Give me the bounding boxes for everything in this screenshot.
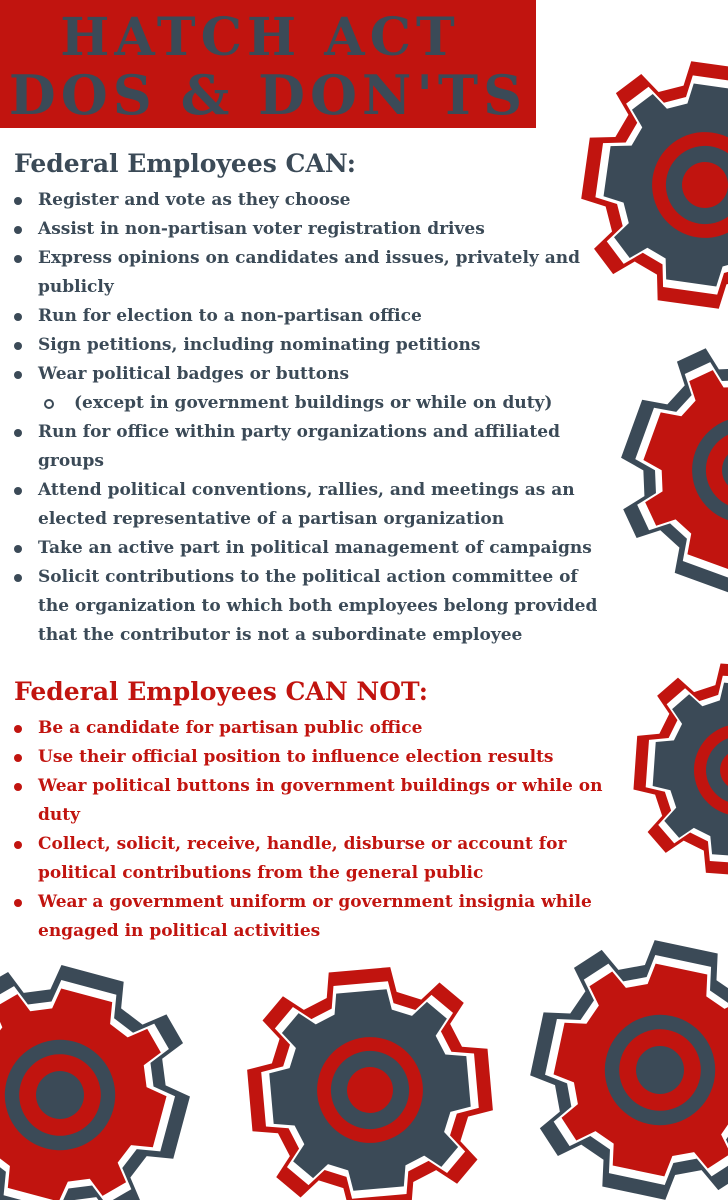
bullet-icon: [14, 841, 22, 849]
list-item-text: Register and vote as they choose: [38, 190, 351, 210]
bullet-icon: [14, 899, 22, 907]
gear-lower-right: [628, 658, 728, 882]
list-item: [10, 244, 610, 302]
list-item-text: Wear political buttons in government buildings or while on duty: [38, 776, 603, 825]
list-item: [10, 302, 610, 331]
list-item: [10, 772, 610, 830]
list-item-text: Use their official position to influence election results: [38, 747, 554, 767]
sub-list-item: [10, 389, 610, 418]
bullet-icon: [14, 429, 22, 437]
list-item: [10, 418, 610, 476]
title-line-1: HATCH ACT: [60, 7, 460, 68]
can-list: [10, 186, 610, 650]
list-item-text: Sign petitions, including nominating petitions: [38, 335, 481, 355]
list-item: [10, 476, 610, 534]
bullet-icon: [14, 487, 22, 495]
bullet-icon: [14, 371, 22, 379]
bullet-icon: [14, 226, 22, 234]
gear-bottom-center: [239, 959, 500, 1200]
list-item-text: Wear a government uniform or government insignia while engaged in political activities: [38, 892, 592, 941]
list-item: [10, 563, 610, 650]
list-item: [10, 360, 610, 389]
list-item: [10, 714, 610, 743]
list-item-text: Be a candidate for partisan public office: [38, 718, 423, 738]
list-item-text: (except in government buildings or while on duty): [74, 393, 553, 413]
list-item-text: Attend political conventions, rallies, and meetings as an elected representative of a partisan organization: [38, 480, 575, 529]
list-item: [10, 215, 610, 244]
list-item-text: Wear political badges or buttons: [38, 364, 350, 384]
list-item: [10, 534, 610, 563]
list-item: [10, 743, 610, 772]
list-item-text: Run for election to a non-partisan office: [38, 306, 422, 326]
title-banner: [0, 0, 536, 128]
list-item-text: Collect, solicit, receive, handle, disburse or account for political contributions from the general public: [38, 834, 567, 883]
list-item: [10, 331, 610, 360]
list-item-text: Assist in non-partisan voter registration drives: [38, 219, 485, 239]
gear-bottom-right: [511, 921, 728, 1200]
bullet-icon: [14, 342, 22, 350]
bullet-icon: [14, 255, 22, 263]
cannot-heading: Federal Employees CAN NOT:: [14, 677, 428, 706]
bullet-icon: [14, 197, 22, 205]
gear-bottom-left: [0, 941, 214, 1200]
bullet-icon: [14, 574, 22, 582]
list-item: [10, 888, 610, 946]
list-item-text: Run for office within party organizations and affiliated groups: [38, 422, 560, 471]
list-item-text: Take an active part in political management of campaigns: [38, 538, 592, 558]
list-item: [10, 830, 610, 888]
can-heading: Federal Employees CAN:: [14, 149, 357, 178]
gear-mid-right: [590, 315, 728, 624]
circle-bullet-icon: [44, 399, 54, 409]
bullet-icon: [14, 783, 22, 791]
bullet-icon: [14, 754, 22, 762]
list-item: [10, 186, 610, 215]
bullet-icon: [14, 313, 22, 321]
bullet-icon: [14, 725, 22, 733]
list-item-text: Solicit contributions to the political action committee of the organization to which both employees belong provided that the contributor is not a subordinate employee: [38, 567, 598, 645]
bullet-icon: [14, 545, 22, 553]
list-item-text: Express opinions on candidates and issues, privately and publicly: [38, 248, 580, 297]
cannot-list: [10, 714, 610, 946]
title-line-2: DOS & DON'TS: [8, 63, 528, 127]
